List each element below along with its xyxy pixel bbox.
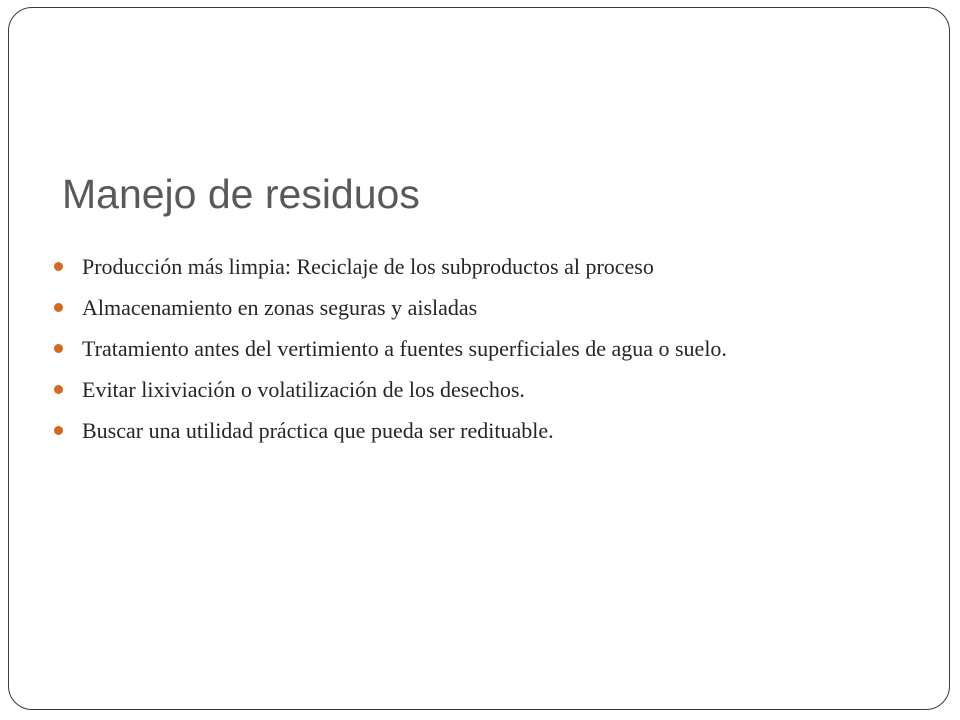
bullet-dot-icon <box>54 385 63 394</box>
bullet-text: Tratamiento antes del vertimiento a fuentes superficiales de agua o suelo. <box>82 336 727 361</box>
bullet-item <box>50 414 850 447</box>
bullet-text: Evitar lixiviación o volatilización de los desechos. <box>82 377 525 402</box>
bullet-text: Producción más limpia: Reciclaje de los subproductos al proceso <box>82 254 654 279</box>
bullet-dot-icon <box>54 426 63 435</box>
bullet-text: Buscar una utilidad práctica que pueda ser redituable. <box>82 418 554 443</box>
bullet-item <box>50 250 850 283</box>
slide-title: Manejo de residuos <box>62 171 420 217</box>
bullet-dot-icon <box>54 344 63 353</box>
bullet-list <box>50 250 850 455</box>
bullet-item <box>50 332 850 365</box>
bullet-text: Almacenamiento en zonas seguras y aisladas <box>82 295 478 320</box>
bullet-item <box>50 373 850 406</box>
bullet-item <box>50 291 850 324</box>
bullet-dot-icon <box>54 262 63 271</box>
bullet-dot-icon <box>54 303 63 312</box>
